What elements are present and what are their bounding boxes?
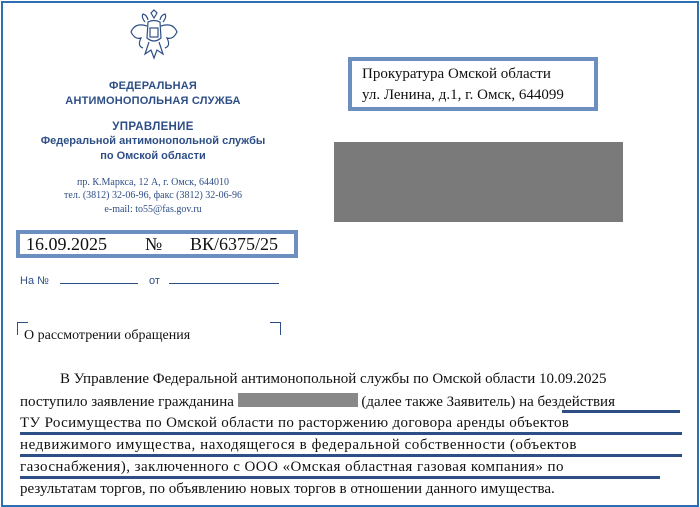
sender-email: e-mail: to55@fas.gov.ru bbox=[104, 204, 202, 215]
highlight-underline-3 bbox=[20, 454, 682, 457]
body-line-1: В Управление Федеральной антимонопольной службы по Омской области 10.09.2025 bbox=[60, 371, 607, 387]
org-name-line1: ФЕДЕРАЛЬНАЯ bbox=[109, 80, 197, 92]
double-headed-eagle-emblem-icon bbox=[125, 8, 183, 66]
recipient-name: Прокуратура Омской области bbox=[362, 66, 551, 82]
body-line-3: ТУ Росимущества по Омской области по расторжению договора аренды объектов bbox=[20, 415, 570, 431]
doc-number: ВК/6375/25 bbox=[190, 234, 279, 254]
body-line-4: недвижимого имущества, находящегося в федеральной собственности (объектов bbox=[20, 437, 578, 453]
org-name-line2: АНТИМОНОПОЛЬНАЯ СЛУЖБА bbox=[65, 95, 241, 107]
body-line-6: результатам торгов, по объявлению новых торгов в отношении данного имущества. bbox=[20, 481, 555, 497]
sender-phone: тел. (3812) 32-06-96, факс (3812) 32-06-96 bbox=[64, 190, 242, 201]
dept-line1: УПРАВЛЕНИЕ bbox=[112, 121, 194, 133]
subject-bracket-right bbox=[270, 322, 281, 335]
highlight-underline-2 bbox=[20, 432, 682, 435]
number-sign: № bbox=[145, 234, 163, 254]
doc-date: 16.09.2025 bbox=[26, 234, 107, 254]
body-line-2a: поступило заявление гражданина bbox=[20, 394, 234, 410]
na-label: На № bbox=[20, 275, 49, 287]
redacted-block bbox=[334, 142, 623, 222]
na-blank bbox=[60, 273, 138, 284]
highlight-underline-1 bbox=[562, 410, 680, 413]
body-line-5: газоснабжения), заключенного с ООО «Омская областная газовая компания» по bbox=[20, 459, 564, 475]
ot-blank bbox=[169, 273, 279, 284]
subject-line: О рассмотрении обращения bbox=[24, 328, 191, 343]
highlight-underline-4 bbox=[20, 476, 660, 479]
redacted-name bbox=[238, 393, 358, 407]
body-line-2 bbox=[20, 393, 682, 411]
dept-line3: по Омской области bbox=[100, 150, 206, 162]
reference-row bbox=[20, 273, 279, 287]
sender-address: пр. К.Маркса, 12 А, г. Омск, 644010 bbox=[76, 177, 229, 188]
body-line-2b: (далее также Заявитель) на бездействия bbox=[361, 394, 615, 410]
recipient-address: ул. Ленина, д.1, г. Омск, 644099 bbox=[362, 87, 564, 103]
dept-line2: Федеральной антимонопольной службы bbox=[40, 135, 266, 147]
ot-label: от bbox=[149, 275, 160, 287]
